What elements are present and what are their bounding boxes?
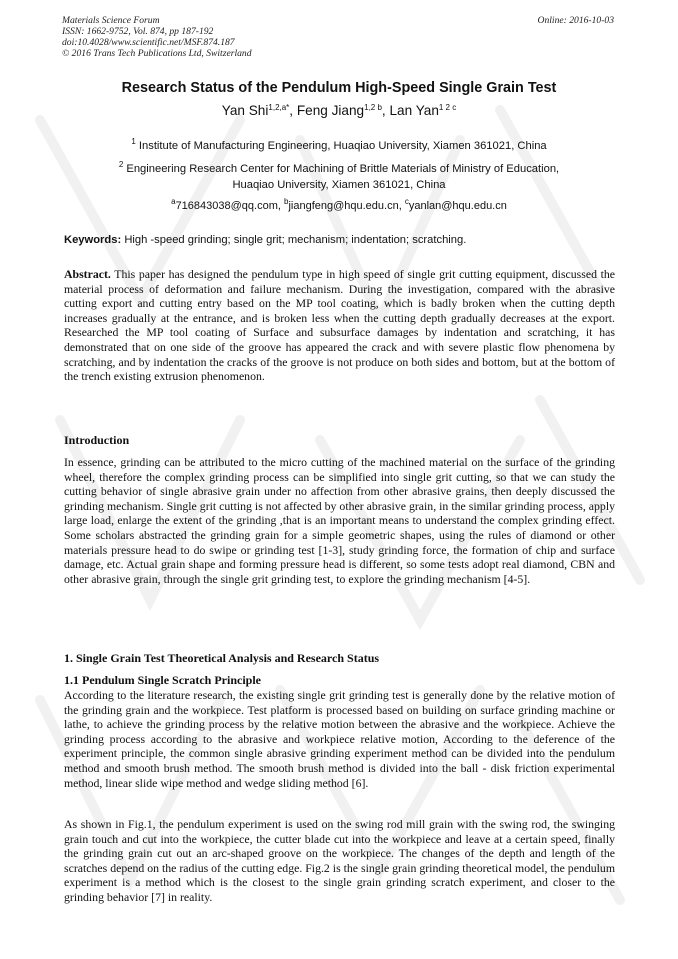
author-name: Feng Jiang — [296, 103, 365, 118]
keywords — [64, 234, 624, 246]
author-name: Lan Yan — [389, 103, 439, 118]
abstract-label: Abstract. — [64, 267, 111, 281]
email-link[interactable]: yanlan@hqu.edu.cn — [408, 200, 507, 212]
abstract — [64, 267, 615, 384]
affiliation-text: Institute of Manufacturing Engineering, Huaqiao University, Xiamen 361021, China — [138, 140, 547, 152]
journal-name: Materials Science Forum — [62, 15, 160, 26]
author-affiliation-mark: 1,2,a* — [268, 103, 290, 112]
doi-line: doi:10.4028/www.scientific.net/MSF.874.187 — [62, 37, 235, 48]
email-mark: c — [404, 197, 409, 206]
keywords-label: Keywords: — [64, 234, 122, 246]
email-link[interactable]: 716843038@qq.com — [175, 200, 278, 212]
journal-header — [62, 15, 252, 59]
author-affiliation-mark: 1 2 c — [438, 103, 457, 112]
affiliation-2 — [0, 157, 678, 193]
author-affiliation-mark: 1,2 b — [364, 103, 382, 112]
affiliation-text: Huaqiao University, Xiamen 361021, China — [232, 179, 446, 191]
introduction-text: In essence, grinding can be attributed to the micro cutting of the machined material on the surface of the grinding wheel, therefore the complex grinding process can be simplified into single grit cutting, so that we can study the cutting behavior of single abrasive grain under no affection from other abrasive grains, then deeply discussed the grinding mechanism. Single grit cutting is not affected by other abrasive grain, in the similar grinding process, apply large load, enlarge the extent of the grinding ,that is an important means to understand the complex grinding effect. Some scholars abstracted the grinding grain for a simple geometric shapes, using the rules of diamond or other materials pressure head to do swipe or grinding test [1-3], study grinding force, the formation of chip and surface damage, etc. Actual grain shape and forming pressure head is different, so some tests adopt real diamond, CBN and other abrasive grain, through the single grit grinding test, to explore the grinding mechanism [4-5]. — [64, 455, 615, 586]
author-name: Yan Shi — [221, 103, 269, 118]
copyright-line: © 2016 Trans Tech Publications Ltd, Switzerland — [62, 48, 252, 59]
affiliation-text: Engineering Research Center for Machining of Brittle Materials of Ministry of Education, — [126, 163, 560, 175]
affiliation-mark: 2 — [118, 160, 124, 169]
section-1-1-paragraph: As shown in Fig.1, the pendulum experiment is used on the swing rod mill grain with the swing rod, the swinging grain touch and cut into the workpiece, the cutter blade cut into the workpiece and leave at a certain speed, finally the grinding grain cut out an arc-shaped groove on the workpiece. The changes of the depth and length of the scratches depend on the radius of the cutting edge. Fig.2 is the single grain grinding theoretical model, the pendulum experiment is a method which is the closest to the single grain grinding scratch experiment, and closer to the grinding behavior [7] in reality. — [64, 817, 615, 904]
section-1-1-paragraph: According to the literature research, the existing single grit grinding test is generally done by the relative motion of the grinding grain and the workpiece. Test platform is processed based on building on surface grinding machine or lathe, to achieve the grinding process by the relative motion between the abrasive and the workpiece. Achieve the grinding process according to the abrasive and workpiece relative motion, According to the deference of the experiment principle, the common single abrasive grinding experiment method can be divided into the pendulum method and smooth brush method. The smooth brush method is divided into the ball - disk friction experimental method, linear slide wipe method and wedge sliding method [6]. — [64, 688, 615, 790]
email-mark: a — [171, 197, 176, 206]
section-1-heading: 1. Single Grain Test Theoretical Analysis and Research Status — [64, 651, 380, 665]
keywords-text: High -speed grinding; single grit; mechanism; indentation; scratching. — [124, 234, 467, 246]
affiliation-1 — [0, 134, 678, 154]
email-mark: b — [284, 197, 289, 206]
issn-line: ISSN: 1662-9752, Vol. 874, pp 187-192 — [62, 26, 214, 37]
affiliation-mark: 1 — [131, 137, 136, 146]
email-link[interactable]: jiangfeng@hqu.edu.cn — [288, 200, 399, 212]
section-1-1-heading: 1.1 Pendulum Single Scratch Principle — [64, 673, 262, 687]
author-list: Yan Shi$^{1,2,a*}$, Feng Jiang$^{1,2 b}$, Lan Yan$^{1 2 c}$ — [221, 103, 457, 118]
paper-title: Research Status of the Pendulum High-Speed Single Grain Test — [121, 80, 557, 96]
author-emails: $^a$716843038@qq.com, $^b$jiangfeng@hqu.edu.cn, $^c$yanlan@hqu.edu.cn — [171, 197, 507, 212]
abstract-text: This paper has designed the pendulum type in high speed of single grit cutting equipment, discussed the material process of deformation and failure mechanism. During the investigation, compared with the abrasive cutting export and cutting entry based on the MP tool coating, which is badly broken when the cutting depth increases gradually at the entrance, and is broken less when the cutting depth gradually decreases at the export. Researched the MP tool coating of Surface and subsurface damages by indentation and scratching, it has demonstrated that on one side of the groove has appeared the crack and with severe plastic flow phenomena by scratching, and by indentation the cracks of the groove is not produce on both sides and bottom, but at the bottom of the trench existing extrusion phenomenon. — [64, 267, 615, 384]
online-date: Online: 2016-10-03 — [537, 15, 614, 26]
introduction-heading: Introduction — [64, 433, 130, 447]
